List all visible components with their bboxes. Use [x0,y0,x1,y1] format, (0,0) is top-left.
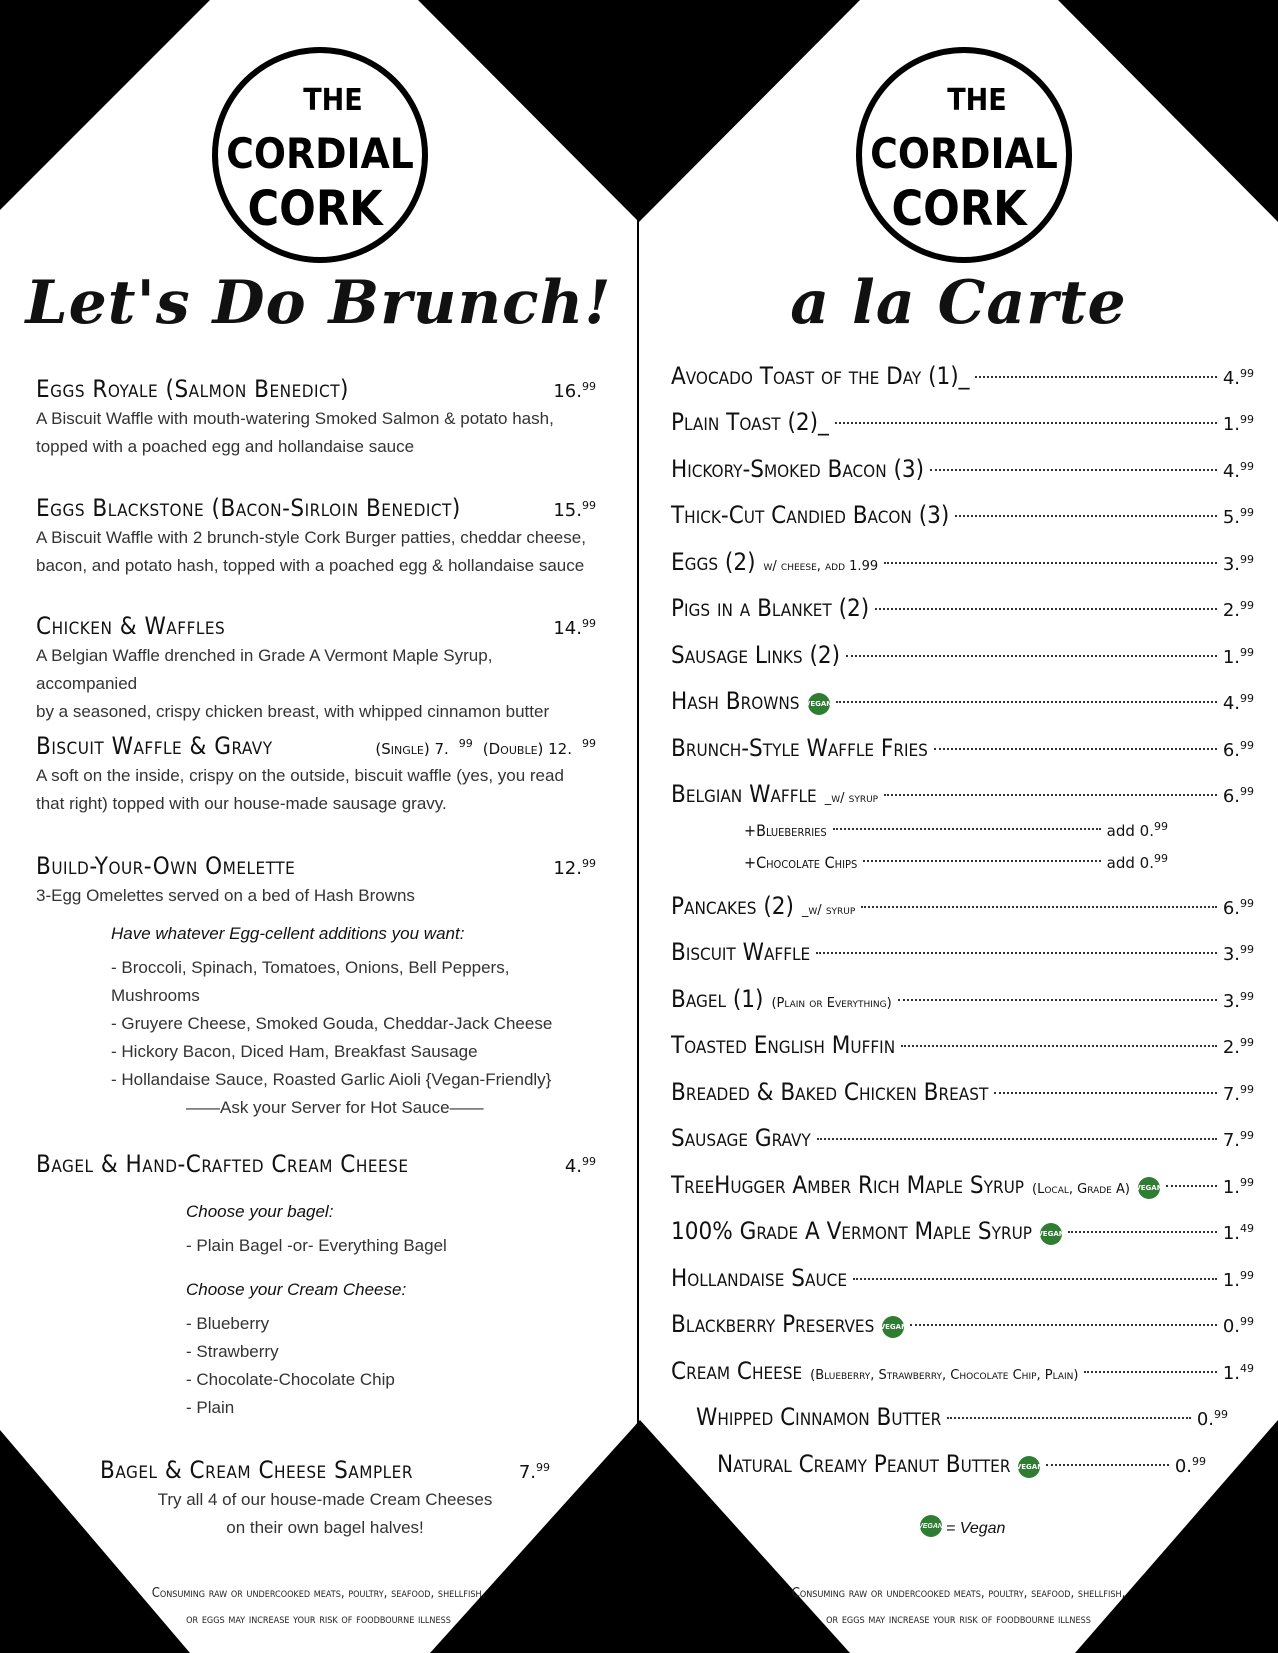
menu-item [100,1456,550,1542]
dot-leader [1046,1464,1168,1466]
item-name: Natural Creamy Peanut Butter [717,1450,1011,1478]
item-price: 2.99 [1222,599,1254,621]
item-price: 4.99 [564,1155,596,1177]
list-item: - Plain Bagel -or- Everything Bagel [186,1236,447,1255]
item-name: Chicken & Waffles [36,612,226,640]
svg-text:THE: THE [303,83,363,118]
item-price: 1.49 [1222,1222,1254,1244]
item-price: 6.99 [1222,897,1254,919]
item-price: 15.99 [553,499,596,521]
list-item: - Gruyere Cheese, Smoked Gouda, Cheddar-Jack Cheese [111,1014,553,1033]
item-note: _w/ syrup [824,791,879,806]
dot-leader [955,515,1217,517]
item-note: (Plain or Everything) [771,996,892,1011]
a-la-carte-item [671,687,1254,718]
item-name: Bagel & Hand-Crafted Cream Cheese [36,1150,409,1178]
item-name: Eggs Royale (Salmon Benedict) [36,375,349,403]
dot-leader [1084,1371,1216,1373]
item-name: Breaded & Baked Chicken Breast [671,1078,989,1106]
item-price: 0.99 [1222,1315,1254,1337]
item-description: Try all 4 of our house-made Cream Cheeses on their own bagel halves! [157,1490,493,1537]
item-price-double: (Double) 12. $^{99}$ [482,737,596,758]
item-price: 6.99 [1222,739,1254,761]
dot-leader [833,828,1101,830]
item-price: 14.99 [553,617,596,639]
dot-leader [910,1324,1217,1326]
item-name: Toasted English Muffin [671,1031,896,1059]
list-item: - Strawberry [186,1342,279,1361]
dot-leader [1166,1185,1217,1187]
svg-text:CORK: CORK [247,181,383,237]
vegan-icon: VEGAN [1040,1223,1062,1245]
item-name: Hollandaise Sauce [671,1264,847,1292]
item-price: 1.49 [1222,1362,1254,1384]
dot-leader [898,999,1217,1001]
item-name: 100% Grade A Vermont Maple Syrup [671,1217,1032,1245]
item-description: A soft on the inside, crispy on the outside, biscuit waffle (yes, you read that right) topped with our house-made sausage gravy. [36,766,564,813]
item-price: 0.99 [1174,1455,1206,1477]
a-la-carte-item [671,1310,1254,1341]
item-price: add 0.99 [1106,820,1168,840]
list-item: - Blueberry [186,1314,270,1333]
brand-logo [849,40,1079,270]
a-la-carte-item [671,408,1254,436]
a-la-carte-item [671,1264,1254,1292]
a-la-carte-item [671,892,1254,920]
item-note: w/ cheese, add 1.99 [763,559,879,574]
a-la-carte-item [671,501,1254,529]
a-la-carte-item [744,820,1168,840]
item-name: Bagel & Cream Cheese Sampler [100,1456,413,1484]
brunch-title: Let's Do Brunch! [25,268,612,338]
vegan-icon: VEGAN [1018,1456,1040,1478]
item-price: 2.99 [1222,1036,1254,1058]
dot-leader [930,469,1217,471]
dot-leader [934,748,1217,750]
svg-text:CORK: CORK [891,181,1027,237]
item-description: A Biscuit Waffle with mouth-watering Smoked Salmon & potato hash, topped with a poached egg and hollandaise sauce [36,409,554,456]
item-name: Pigs in a Blanket (2) [671,594,870,622]
omelette-additions-heading: Have whatever Egg-cellent additions you want: [111,924,465,943]
a-la-carte-panel [639,0,1278,1653]
food-safety-disclaimer: Consuming raw or undercooked meats, poultry, seafood, shellfish, or eggs may increase your risk of foodbourne illness [791,1586,1126,1627]
food-safety-disclaimer: Consuming raw or undercooked meats, poultry, seafood, shellfish, or eggs may increase your risk of foodbourne illness [151,1586,486,1627]
dot-leader [947,1417,1191,1419]
a-la-carte-item [671,985,1254,1013]
a-la-carte-item [671,362,1254,390]
svg-text:CORDIAL: CORDIAL [226,129,414,178]
item-price: 1.99 [1222,1269,1254,1291]
a-la-carte-item [671,594,1254,622]
choose-bagel-heading: Choose your bagel: [186,1202,334,1221]
item-name: Avocado Toast of the Day (1)_ [671,362,970,390]
item-note: (Blueberry, Strawberry, Chocolate Chip, Plain) [810,1368,1079,1383]
a-la-carte-item [671,938,1254,966]
item-price: 3.99 [1222,990,1254,1012]
item-price: 7.99 [1222,1129,1254,1151]
dot-leader [875,608,1217,610]
a-la-carte-item [671,1357,1254,1385]
item-price: 7.99 [1222,1083,1254,1105]
a-la-carte-item [717,1450,1206,1481]
menu-item [36,494,596,580]
a-la-carte-title: a la Carte [790,268,1127,338]
vegan-icon: VEGAN [808,693,830,715]
item-name: +Blueberries [744,821,827,840]
item-price: 1.99 [1222,646,1254,668]
menu-item [36,1150,596,1422]
item-price: add 0.99 [1106,852,1168,872]
a-la-carte-item [744,852,1168,872]
item-price: 16.99 [553,380,596,402]
item-name: Blackberry Preserves [671,1310,875,1338]
item-name: Eggs Blackstone (Bacon-Sirloin Benedict) [36,494,461,522]
a-la-carte-item [696,1403,1228,1431]
list-item: - Hollandaise Sauce, Roasted Garlic Aioli {Vegan-Friendly} [111,1070,552,1089]
item-price: 3.99 [1222,943,1254,965]
dot-leader [853,1278,1217,1280]
item-name: TreeHugger Amber Rich Maple Syrup [671,1171,1025,1199]
a-la-carte-item [671,780,1254,808]
item-price: 4.99 [1222,460,1254,482]
vegan-icon: VEGAN [920,1515,942,1537]
item-price: 3.99 [1222,553,1254,575]
item-name: Sausage Links (2) [671,641,841,669]
dot-leader [884,794,1217,796]
a-la-carte-item [671,1124,1254,1152]
a-la-carte-item [671,1031,1254,1059]
list-item: - Hickory Bacon, Diced Ham, Breakfast Sausage [111,1042,478,1061]
item-name: Hickory-Smoked Bacon (3) [671,455,925,483]
a-la-carte-item [671,734,1254,762]
item-name: Eggs (2) [671,548,756,576]
item-name: Plain Toast (2)_ [671,408,829,436]
item-name: +Chocolate Chips [744,853,858,872]
a-la-carte-item [671,641,1254,669]
item-name: Biscuit Waffle [671,938,811,966]
dot-leader [863,860,1100,862]
a-la-carte-item [671,1217,1254,1248]
dot-leader [836,701,1217,703]
item-price: 6.99 [1222,785,1254,807]
a-la-carte-item [671,1171,1254,1202]
hot-sauce-note: ——Ask your Server for Hot Sauce—— [186,1098,484,1117]
item-name: Belgian Waffle [671,780,817,808]
choose-cheese-heading: Choose your Cream Cheese: [186,1280,407,1299]
menu-item [36,375,596,461]
brunch-panel [0,0,637,1653]
list-item: - Broccoli, Spinach, Tomatoes, Onions, Bell Peppers, Mushrooms [111,958,510,1005]
item-price: 4.99 [1222,367,1254,389]
item-name: Hash Browns [671,687,800,715]
list-item: - Plain [186,1398,235,1417]
item-description: A Biscuit Waffle with 2 brunch-style Cork Burger patties, cheddar cheese, bacon, and potato hash, topped with a poached egg & hollandaise sauce [36,528,586,575]
a-la-carte-item [671,548,1254,576]
item-description: A Belgian Waffle drenched in Grade A Vermont Maple Syrup, accompanied by a seasoned, crispy chicken breast, with whipped cinnamon butter [36,646,550,721]
item-name: Pancakes (2) [671,892,794,920]
item-price: 12.99 [553,857,596,879]
dot-leader [901,1045,1217,1047]
item-description: 3-Egg Omelettes served on a bed of Hash Browns [36,886,415,905]
svg-text:CORDIAL: CORDIAL [870,129,1058,178]
item-note: (Local, Grade A) [1032,1182,1130,1197]
menu-item [36,612,596,726]
item-name: Biscuit Waffle & Gravy [36,732,273,760]
vegan-icon: VEGAN [882,1316,904,1338]
item-note: _w/ syrup [801,903,856,918]
dot-leader [994,1092,1217,1094]
item-price: 7.99 [518,1461,550,1483]
item-name: Thick-Cut Candied Bacon (3) [671,501,950,529]
item-price: 5.99 [1222,506,1254,528]
item-name: Brunch-Style Waffle Fries [671,734,928,762]
dot-leader [861,906,1217,908]
dot-leader [884,562,1217,564]
menu-item [36,852,596,1122]
item-price-single: (Single) 7. $^{99}$ [375,737,473,758]
vegan-icon: VEGAN [1138,1177,1160,1199]
a-la-carte-item [671,1078,1254,1106]
menu-item [36,732,596,818]
item-name: Whipped Cinnamon Butter [696,1403,942,1431]
item-price: 1.99 [1222,1176,1254,1198]
a-la-carte-item [671,455,1254,483]
item-price: 0.99 [1196,1408,1228,1430]
list-item: - Chocolate-Chocolate Chip [186,1370,395,1389]
item-price: 4.99 [1222,692,1254,714]
dot-leader [975,376,1216,378]
dot-leader [1068,1231,1217,1233]
brand-logo [205,40,435,270]
svg-text:THE: THE [947,83,1007,118]
vegan-legend: VEGAN = Vegan [639,1518,1278,1540]
dot-leader [846,655,1217,657]
dot-leader [817,1138,1217,1140]
item-name: Bagel (1) [671,985,764,1013]
item-name: Build-Your-Own Omelette [36,852,296,880]
dot-leader [816,952,1217,954]
dot-leader [835,422,1217,424]
item-name: Sausage Gravy [671,1124,811,1152]
item-name: Cream Cheese [671,1357,803,1385]
item-price: 1.99 [1222,413,1254,435]
